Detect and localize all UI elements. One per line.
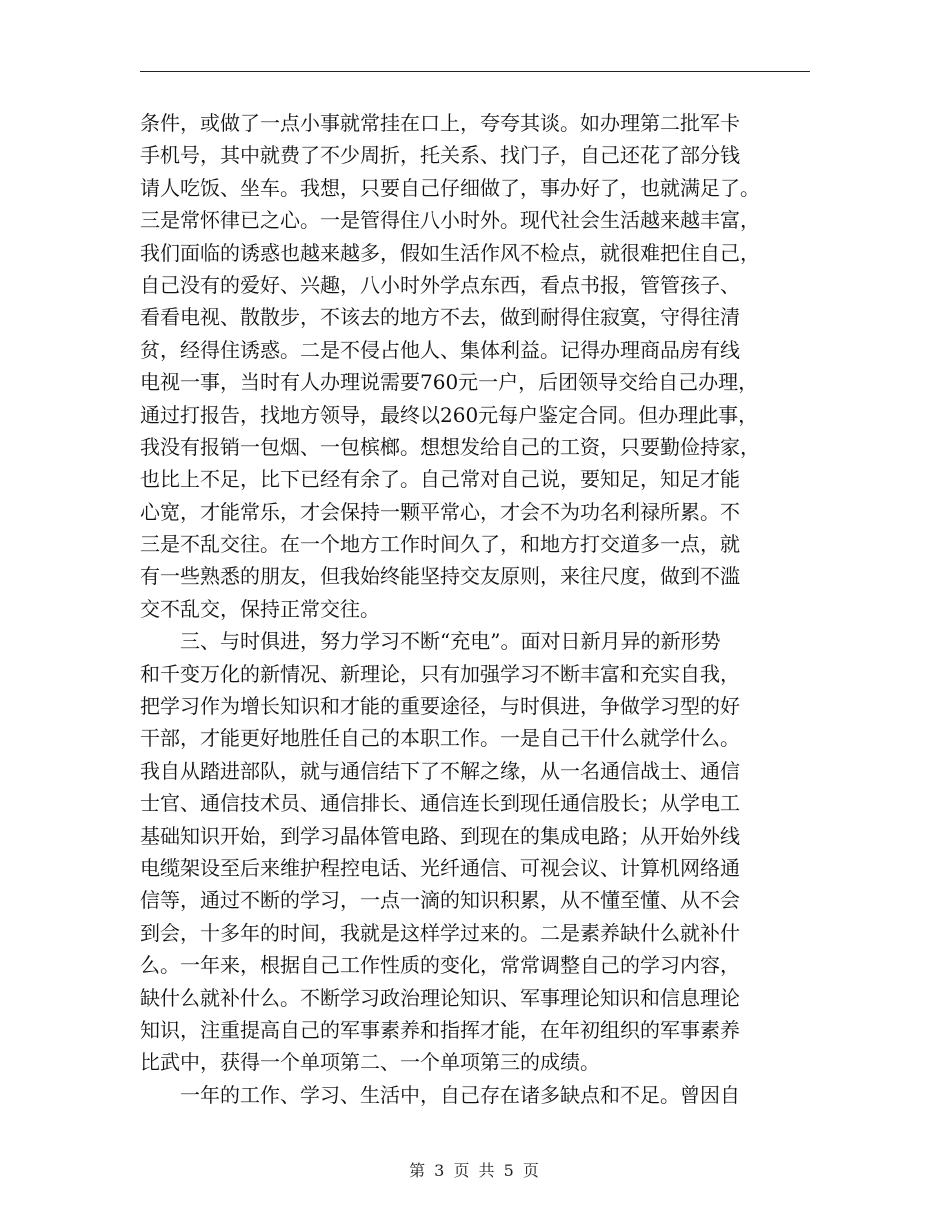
page-footer: 第 3 页 共 5 页 [409, 1161, 541, 1180]
text-line: 干部，才能更好地胜任自己的本职工作。一是自己干什么就学什么。 [140, 726, 740, 751]
header-rule [140, 71, 810, 72]
text-line: 三是常怀律已之心。一是管得住八小时外。现代社会生活越来越丰富， [140, 208, 760, 233]
text-line: 心宽，才能常乐，才会保持一颗平常心，才会不为功名利禄所累。不 [140, 499, 740, 524]
document-body [140, 107, 820, 1111]
text-line: 和千变万化的新情况、新理论，只有加强学习不断丰富和充实自我， [140, 661, 740, 686]
text-line: 知识，注重提高自己的军事素养和指挥才能，在年初组织的军事素养 [140, 1017, 740, 1042]
text-line: 看看电视、散散步，不该去的地方不去，做到耐得住寂寞，守得往清 [140, 305, 740, 330]
text-line: 么。一年来，根据自己工作性质的变化，常常调整自己的学习内容， [140, 953, 740, 978]
text-line: 通过打报告，找地方领导，最终以260元每户鉴定合同。但办理此事， [140, 402, 759, 427]
text-line: 我自从踏进部队，就与通信结下了不解之缘，从一名通信战士、通信 [140, 758, 740, 783]
text-line: 有一些熟悉的朋友，但我始终能坚持交友原则，来往尺度，做到不滥 [140, 564, 740, 589]
text-line: 贫，经得住诱惑。二是不侵占他人、集体利益。记得办理商品房有线 [140, 337, 740, 362]
text-line: 三、与时俱进，努力学习不断“充电”。面对日新月异的新形势 [140, 629, 721, 654]
text-line: 电缆架设至后来维护程控电话、光纤通信、可视会议、计算机网络通 [140, 855, 740, 880]
text-line: 我没有报销一包烟、一包槟榔。想想发给自己的工资，只要勤俭持家， [140, 434, 760, 459]
text-line: 我们面临的诱惑也越来越多，假如生活作风不检点，就很难把住自己， [140, 240, 760, 265]
text-line: 三是不乱交往。在一个地方工作时间久了，和地方打交道多一点，就 [140, 532, 740, 557]
text-line: 请人吃饭、坐车。我想，只要自己仔细做了，事办好了，也就满足了。 [140, 175, 760, 200]
text-line: 信等，通过不断的学习，一点一滴的知识积累，从不懂至懂、从不会 [140, 888, 740, 913]
text-line: 基础知识开始，到学习晶体管电路、到现在的集成电路；从开始外线 [140, 823, 740, 848]
text-line: 电视一事，当时有人办理说需要760元一户，后团领导交给自己办理， [140, 370, 759, 395]
text-line: 到会，十多年的时间，我就是这样学过来的。二是素养缺什么就补什 [140, 920, 740, 945]
text-line: 士官、通信技术员、通信排长、通信连长到现任通信股长；从学电工 [140, 791, 740, 816]
text-line: 交不乱交，保持正常交往。 [140, 596, 380, 621]
text-line: 比武中，获得一个单项第二、一个单项第三的成绩。 [140, 1050, 600, 1075]
text-line: 自己没有的爱好、兴趣，八小时外学点东西，看点书报，管管孩子、 [140, 272, 740, 297]
text-line: 把学习作为增长知识和才能的重要途径，与时俱进，争做学习型的好 [140, 694, 740, 719]
text-line: 手机号，其中就费了不少周折，托关系、找门子，自己还花了部分钱 [140, 143, 740, 168]
text-line: 条件，或做了一点小事就常挂在口上，夸夸其谈。如办理第二批军卡 [140, 111, 740, 135]
text-line: 缺什么就补什么。不断学习政治理论知识、军事理论知识和信息理论 [140, 985, 740, 1010]
text-line: 也比上不足，比下已经有余了。自己常对自己说，要知足，知足才能 [140, 467, 740, 492]
text-line: 一年的工作、学习、生活中，自己存在诸多缺点和不足。曾因自 [140, 1082, 740, 1107]
